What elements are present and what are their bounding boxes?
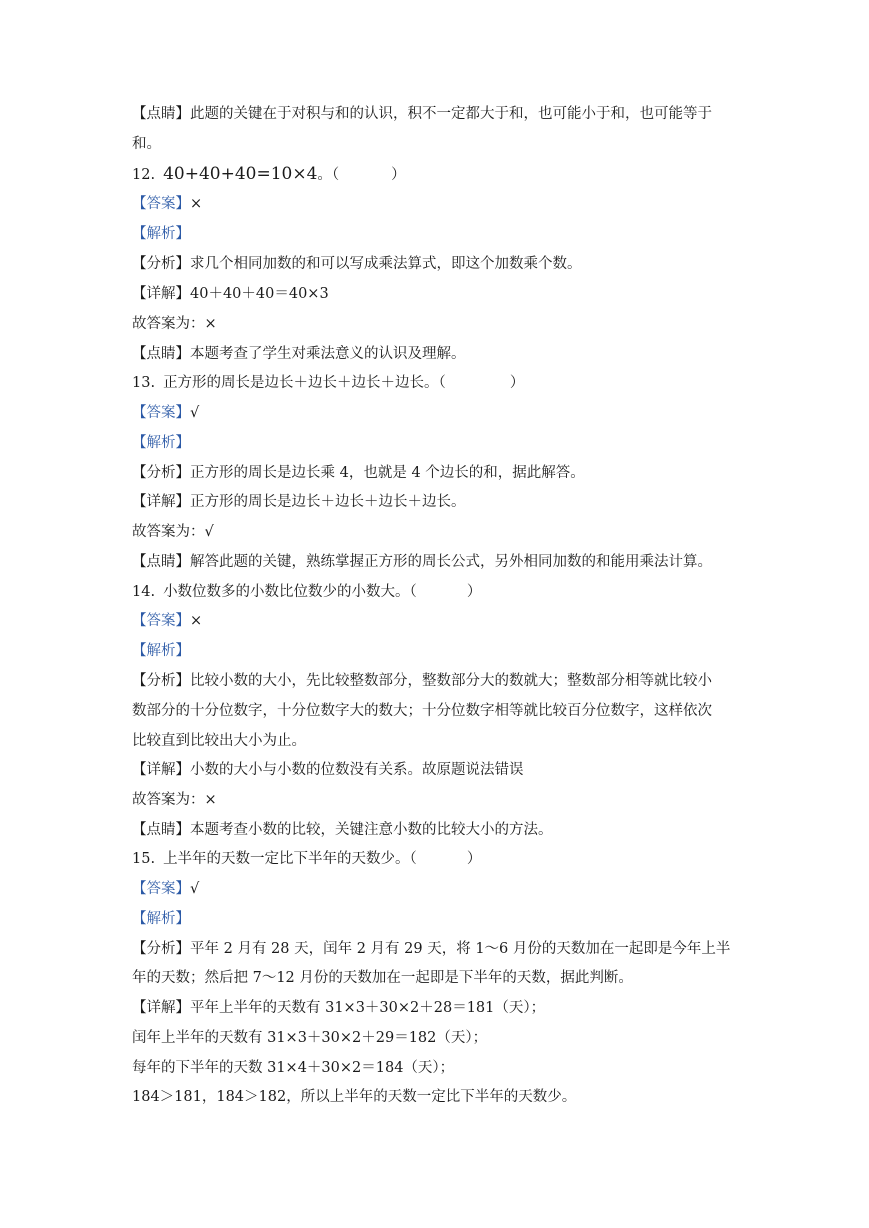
q15-question <box>132 849 481 869</box>
question-paren-open: 。（ <box>317 167 340 183</box>
q14-conclusion: 故答案为：× <box>132 792 217 808</box>
question-number: 15. <box>132 851 156 867</box>
q14-fenxi-line3: 比较直到比较出大小为止。 <box>132 733 306 749</box>
q13-answer <box>132 403 199 423</box>
q15-answer <box>132 879 199 899</box>
question-paren-close: ） <box>466 851 482 867</box>
q12-answer <box>132 194 202 214</box>
q15-fenxi-line2: 年的天数；然后把 7～12 月份的天数加在一起即是下半年的天数，据此判断。 <box>132 970 633 986</box>
q15-xiangjie-line2: 闰年上半年的天数有 31×3＋30×2＋29＝182（天）； <box>132 1030 488 1046</box>
q13-dianjing <box>132 552 712 572</box>
fenxi-tag: 【分析】 <box>132 941 190 957</box>
q15-xiangjie-line3: 每年的下半年的天数 31×4＋30×2＝184（天）； <box>132 1060 455 1076</box>
xiangjie-text: 小数的大小与小数的位数没有关系。故原题说法错误 <box>190 762 524 778</box>
question-text: 小数位数多的小数比位数少的小数大。（ <box>163 584 417 600</box>
q14-jiexi-tag: 【解析】 <box>132 643 190 659</box>
dianjing-text: 解答此题的关键，熟练掌握正方形的周长公式，另外相同加数的和能用乘法计算。 <box>190 554 712 570</box>
fenxi-text: 求几个相同加数的和可以写成乘法算式，即这个加数乘个数。 <box>190 256 582 272</box>
q12-fenxi <box>132 254 582 274</box>
answer-value: × <box>190 196 203 212</box>
q14-dianjing <box>132 820 553 840</box>
answer-tag: 【答案】 <box>132 405 190 421</box>
q15-xiangjie-line4: 184＞181，184＞182，所以上半年的天数一定比下半年的天数少。 <box>132 1089 577 1105</box>
question-number: 12. <box>132 167 156 183</box>
xiangjie-text: 正方形的周长是边长＋边长＋边长＋边长。 <box>190 494 466 510</box>
question-paren-close: ） <box>509 375 525 391</box>
q15-fenxi-line1 <box>132 939 730 959</box>
fenxi-tag: 【分析】 <box>132 673 190 689</box>
question-number: 14. <box>132 584 156 600</box>
q13-question <box>132 373 524 393</box>
question-text: 上半年的天数一定比下半年的天数少。（ <box>163 851 417 867</box>
q15-xiangjie-line1 <box>132 998 545 1018</box>
q12-conclusion: 故答案为：× <box>132 316 217 332</box>
xiangjie-tag: 【详解】 <box>132 762 190 778</box>
q12-jiexi-tag: 【解析】 <box>132 226 190 242</box>
q14-answer <box>132 611 202 631</box>
dianjing-tag: 【点睛】 <box>132 346 190 362</box>
q14-fenxi-line1 <box>132 671 712 691</box>
question-paren-close: ） <box>391 167 406 183</box>
question-text: 正方形的周长是边长＋边长＋边长＋边长。（ <box>163 375 446 391</box>
answer-value: √ <box>190 881 200 897</box>
answer-value: × <box>190 613 203 629</box>
fenxi-text: 平年 2 月有 28 天，闰年 2 月有 29 天，将 1～6 月份的天数加在一起即是今年上半 <box>190 941 731 957</box>
q12-xiangjie <box>132 284 329 304</box>
dianjing-text: 本题考查了学生对乘法意义的认识及理解。 <box>190 346 466 362</box>
q12-dianjing <box>132 344 466 364</box>
dianjing-text: 本题考查小数的比较，关键注意小数的比较大小的方法。 <box>190 822 553 838</box>
q13-fenxi <box>132 463 585 483</box>
fenxi-tag: 【分析】 <box>132 256 190 272</box>
answer-tag: 【答案】 <box>132 196 190 212</box>
question-number: 13. <box>132 375 156 391</box>
dianjing-tag: 【点睛】 <box>132 106 190 122</box>
answer-value: √ <box>190 405 200 421</box>
fenxi-text: 比较小数的大小，先比较整数部分，整数部分大的数就大；整数部分相等就比较小 <box>190 673 712 689</box>
q12-question <box>132 164 406 185</box>
q14-xiangjie <box>132 760 524 780</box>
math-expression: 40+40+40=10×4 <box>163 164 318 184</box>
dianjing-tag: 【点睛】 <box>132 822 190 838</box>
q11-dianjing-line2: 和。 <box>132 136 161 152</box>
q13-xiangjie <box>132 492 466 512</box>
answer-tag: 【答案】 <box>132 881 190 897</box>
fenxi-tag: 【分析】 <box>132 465 190 481</box>
q14-question <box>132 582 481 602</box>
question-paren-close: ） <box>466 584 482 600</box>
answer-tag: 【答案】 <box>132 613 190 629</box>
q13-conclusion: 故答案为：√ <box>132 524 214 540</box>
dianjing-text: 此题的关键在于对积与和的认识，积不一定都大于和，也可能小于和，也可能等于 <box>190 106 712 122</box>
q11-dianjing-line1 <box>132 104 712 124</box>
xiangjie-text: 平年上半年的天数有 31×3＋30×2＋28＝181（天）； <box>190 1000 546 1016</box>
fenxi-text: 正方形的周长是边长乘 4，也就是 4 个边长的和，据此解答。 <box>190 465 585 481</box>
q15-jiexi-tag: 【解析】 <box>132 911 190 927</box>
xiangjie-tag: 【详解】 <box>132 1000 190 1016</box>
xiangjie-text: 40＋40＋40＝40×3 <box>190 286 329 302</box>
q13-jiexi-tag: 【解析】 <box>132 435 190 451</box>
xiangjie-tag: 【详解】 <box>132 286 190 302</box>
dianjing-tag: 【点睛】 <box>132 554 190 570</box>
q14-fenxi-line2: 数部分的十分位数字，十分位数字大的数大；十分位数字相等就比较百分位数字，这样依次 <box>132 703 712 719</box>
xiangjie-tag: 【详解】 <box>132 494 190 510</box>
